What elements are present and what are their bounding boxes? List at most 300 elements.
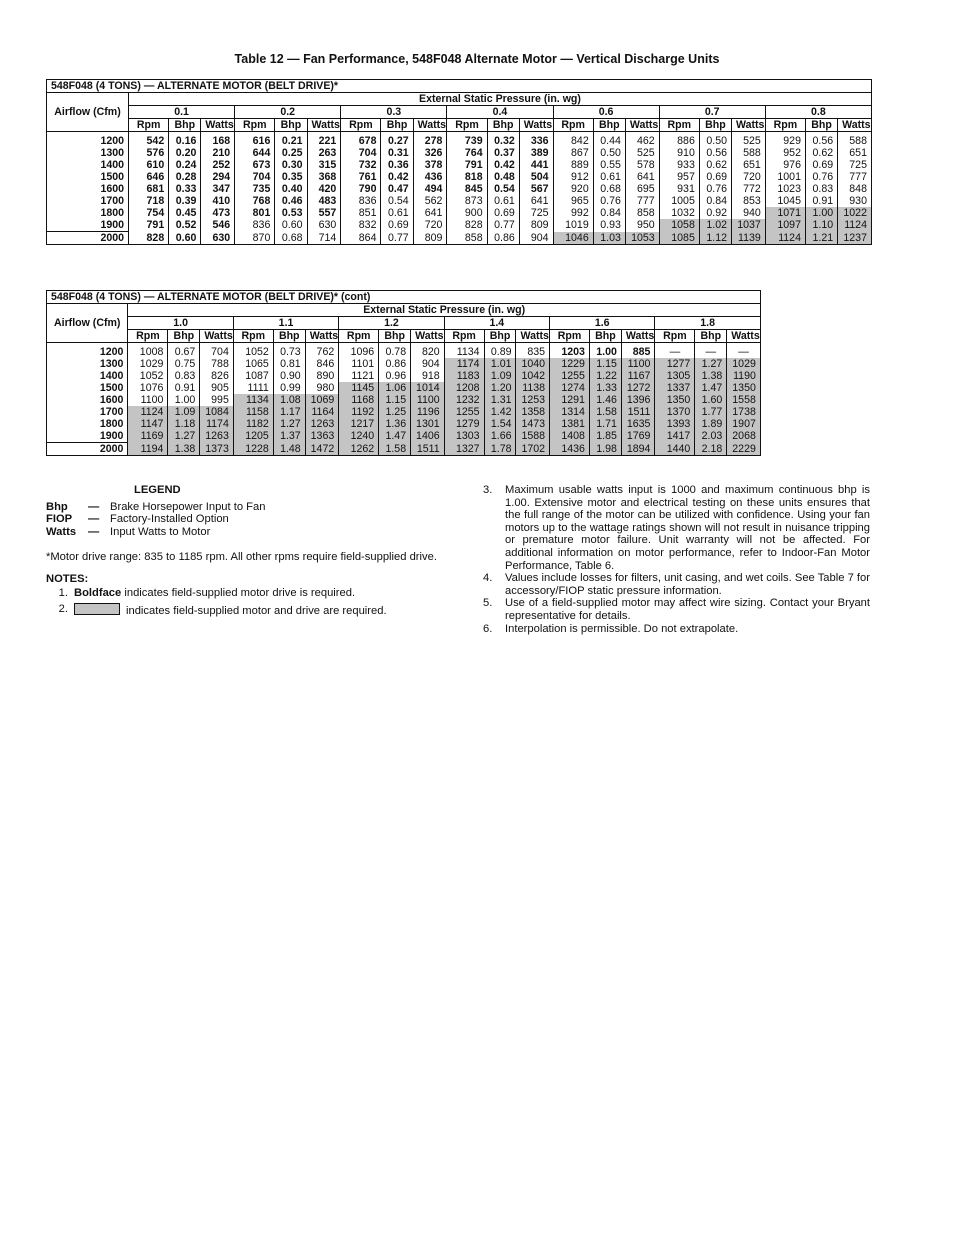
value-cell: 0.25 bbox=[275, 147, 307, 159]
value-cell: 1229 bbox=[550, 358, 590, 370]
value-cell: 278 bbox=[413, 132, 447, 148]
legend-item bbox=[46, 526, 446, 539]
value-cell: 0.77 bbox=[487, 219, 519, 232]
table-row bbox=[47, 358, 761, 370]
value-cell: 1208 bbox=[444, 382, 484, 394]
value-cell: 1.03 bbox=[593, 232, 625, 245]
note-number: 2. bbox=[58, 603, 68, 616]
value-cell: 1.42 bbox=[484, 406, 516, 418]
value-cell: 462 bbox=[625, 132, 659, 148]
value-cell: 1.33 bbox=[589, 382, 621, 394]
column-header: Rpm bbox=[553, 119, 593, 132]
column-header-row bbox=[47, 119, 872, 132]
value-cell: 1134 bbox=[444, 343, 484, 359]
value-cell: 1.18 bbox=[168, 418, 200, 430]
value-cell: 809 bbox=[519, 219, 553, 232]
value-cell: 0.56 bbox=[805, 132, 837, 148]
legend-title: LEGEND bbox=[134, 484, 181, 496]
value-cell: 0.76 bbox=[593, 195, 625, 207]
value-cell: 0.44 bbox=[593, 132, 625, 148]
value-cell: 546 bbox=[201, 219, 235, 232]
value-cell: 1277 bbox=[655, 358, 695, 370]
value-cell: 0.81 bbox=[273, 358, 305, 370]
airflow-cell: 1700 bbox=[47, 406, 128, 418]
table-row bbox=[47, 219, 872, 232]
value-cell: 562 bbox=[413, 195, 447, 207]
value-cell: 1.22 bbox=[589, 370, 621, 382]
value-cell: 1042 bbox=[516, 370, 550, 382]
note-1-text: indicates field-supplied motor drive is required. bbox=[121, 586, 356, 599]
value-cell: 0.61 bbox=[593, 171, 625, 183]
note-number: 6. bbox=[483, 622, 493, 635]
value-cell: 1.27 bbox=[168, 430, 200, 443]
column-header: Bhp bbox=[381, 119, 413, 132]
column-header: Watts bbox=[727, 330, 761, 343]
value-cell: 1023 bbox=[765, 183, 805, 195]
value-cell: 801 bbox=[235, 207, 275, 219]
column-header: Watts bbox=[201, 119, 235, 132]
column-header: Bhp bbox=[169, 119, 201, 132]
notes-title: NOTES: bbox=[46, 572, 89, 585]
value-cell: 1.09 bbox=[168, 406, 200, 418]
note-2-text: indicates field-supplied motor and drive are required. bbox=[126, 605, 387, 618]
value-cell: 378 bbox=[413, 159, 447, 171]
value-cell: 1.01 bbox=[484, 358, 516, 370]
pressure-header: 0.1 bbox=[129, 106, 235, 119]
value-cell: 848 bbox=[838, 183, 872, 195]
value-cell: 221 bbox=[307, 132, 341, 148]
note-number: 5. bbox=[483, 597, 493, 610]
column-header: Watts bbox=[413, 119, 447, 132]
value-cell: 1.00 bbox=[805, 207, 837, 219]
value-cell: 0.46 bbox=[275, 195, 307, 207]
value-cell: 929 bbox=[765, 132, 805, 148]
value-cell: 0.69 bbox=[805, 159, 837, 171]
value-cell: 1053 bbox=[625, 232, 659, 245]
value-cell: 1164 bbox=[305, 406, 339, 418]
value-cell: 1005 bbox=[659, 195, 699, 207]
value-cell: 853 bbox=[732, 195, 766, 207]
airflow-cell: 1300 bbox=[47, 147, 129, 159]
value-cell: 567 bbox=[519, 183, 553, 195]
value-cell: 1.25 bbox=[379, 406, 411, 418]
column-header: Bhp bbox=[379, 330, 411, 343]
value-cell: 641 bbox=[413, 207, 447, 219]
value-cell: 1.27 bbox=[273, 418, 305, 430]
value-cell: 0.93 bbox=[593, 219, 625, 232]
value-cell: 1.15 bbox=[379, 394, 411, 406]
value-cell: 790 bbox=[341, 183, 381, 195]
shading-swatch bbox=[74, 603, 120, 615]
column-header: Rpm bbox=[339, 330, 379, 343]
value-cell: 1139 bbox=[732, 232, 766, 245]
value-cell: 886 bbox=[659, 132, 699, 148]
value-cell: 995 bbox=[200, 394, 234, 406]
pressure-header: 1.0 bbox=[128, 317, 233, 330]
airflow-cell: 1500 bbox=[47, 171, 129, 183]
esp-header-row bbox=[47, 304, 761, 317]
value-cell: 1.12 bbox=[699, 232, 731, 245]
value-cell: 1.54 bbox=[484, 418, 516, 430]
value-cell: 315 bbox=[307, 159, 341, 171]
table-row bbox=[47, 159, 872, 171]
value-cell: 1417 bbox=[655, 430, 695, 443]
value-cell: 0.99 bbox=[273, 382, 305, 394]
value-cell: 1124 bbox=[838, 219, 872, 232]
airflow-cell: 2000 bbox=[47, 232, 129, 245]
note-number: 1. bbox=[58, 586, 68, 599]
value-cell: 900 bbox=[447, 207, 487, 219]
value-cell: 1373 bbox=[200, 443, 234, 456]
value-cell: 1.36 bbox=[379, 418, 411, 430]
value-cell: 1138 bbox=[516, 382, 550, 394]
table-row bbox=[47, 207, 872, 219]
value-cell: 826 bbox=[200, 370, 234, 382]
value-cell: 0.50 bbox=[593, 147, 625, 159]
table-row bbox=[47, 430, 761, 443]
table-row bbox=[47, 171, 872, 183]
value-cell: 842 bbox=[553, 132, 593, 148]
column-header: Rpm bbox=[235, 119, 275, 132]
legend-text: Factory-Installed Option bbox=[110, 513, 229, 526]
value-cell: 1558 bbox=[727, 394, 761, 406]
value-cell: 845 bbox=[447, 183, 487, 195]
value-cell: 0.76 bbox=[699, 183, 731, 195]
value-cell: 1.02 bbox=[699, 219, 731, 232]
value-cell: 1.46 bbox=[589, 394, 621, 406]
value-cell: 965 bbox=[553, 195, 593, 207]
value-cell: 1052 bbox=[233, 343, 273, 359]
value-cell: 0.61 bbox=[487, 195, 519, 207]
value-cell: 0.20 bbox=[169, 147, 201, 159]
value-cell: 1.06 bbox=[379, 382, 411, 394]
column-header-row bbox=[47, 330, 761, 343]
value-cell: 1232 bbox=[444, 394, 484, 406]
value-cell: 1058 bbox=[659, 219, 699, 232]
value-cell: 1040 bbox=[516, 358, 550, 370]
airflow-cell: 1600 bbox=[47, 394, 128, 406]
value-cell: 858 bbox=[447, 232, 487, 245]
value-cell: 870 bbox=[235, 232, 275, 245]
value-cell: 725 bbox=[519, 207, 553, 219]
value-cell: 1192 bbox=[339, 406, 379, 418]
value-cell: 1101 bbox=[339, 358, 379, 370]
legend-text: Input Watts to Motor bbox=[110, 525, 211, 538]
column-header: Rpm bbox=[129, 119, 169, 132]
column-header: Watts bbox=[625, 119, 659, 132]
value-cell: 1174 bbox=[444, 358, 484, 370]
value-cell: 885 bbox=[621, 343, 655, 359]
column-header: Rpm bbox=[341, 119, 381, 132]
value-cell: 836 bbox=[341, 195, 381, 207]
value-cell: 557 bbox=[307, 207, 341, 219]
value-cell: 846 bbox=[305, 358, 339, 370]
value-cell: 0.68 bbox=[275, 232, 307, 245]
value-cell: 2068 bbox=[727, 430, 761, 443]
note-text: Use of a field-supplied motor may affect wire sizing. Contact your Bryant representative for details. bbox=[505, 597, 870, 622]
column-header: Rpm bbox=[233, 330, 273, 343]
value-cell: 646 bbox=[129, 171, 169, 183]
value-cell: 0.83 bbox=[168, 370, 200, 382]
value-cell: 704 bbox=[235, 171, 275, 183]
table-row bbox=[47, 443, 761, 456]
airflow-cell: 1900 bbox=[47, 219, 129, 232]
value-cell: 0.33 bbox=[169, 183, 201, 195]
value-cell: 1096 bbox=[339, 343, 379, 359]
column-header: Rpm bbox=[444, 330, 484, 343]
value-cell: 1124 bbox=[765, 232, 805, 245]
value-cell: 0.86 bbox=[379, 358, 411, 370]
value-cell: 576 bbox=[129, 147, 169, 159]
pressure-header: 0.4 bbox=[447, 106, 553, 119]
esp-header: External Static Pressure (in. wg) bbox=[128, 304, 760, 317]
value-cell: 0.21 bbox=[275, 132, 307, 148]
table-caption: 548F048 (4 TONS) — ALTERNATE MOTOR (BELT DRIVE)* bbox=[47, 80, 872, 93]
value-cell: 0.35 bbox=[275, 171, 307, 183]
note-4 bbox=[483, 572, 870, 597]
value-cell: 641 bbox=[625, 171, 659, 183]
value-cell: 294 bbox=[201, 171, 235, 183]
value-cell: 0.36 bbox=[381, 159, 413, 171]
value-cell: 1.00 bbox=[589, 343, 621, 359]
pressure-header: 0.6 bbox=[553, 106, 659, 119]
table-row bbox=[47, 418, 761, 430]
note-6 bbox=[483, 623, 870, 636]
value-cell: 651 bbox=[838, 147, 872, 159]
value-cell: 1.38 bbox=[695, 370, 727, 382]
value-cell: 940 bbox=[732, 207, 766, 219]
value-cell: — bbox=[695, 343, 727, 359]
airflow-cell: 1800 bbox=[47, 418, 128, 430]
value-cell: 732 bbox=[341, 159, 381, 171]
value-cell: 0.30 bbox=[275, 159, 307, 171]
value-cell: 525 bbox=[732, 132, 766, 148]
value-cell: 1381 bbox=[550, 418, 590, 430]
value-cell: 1253 bbox=[516, 394, 550, 406]
table-caption-row bbox=[47, 80, 872, 93]
value-cell: 818 bbox=[447, 171, 487, 183]
value-cell: 1.60 bbox=[695, 394, 727, 406]
pressure-header: 1.4 bbox=[444, 317, 549, 330]
pressure-header: 1.8 bbox=[655, 317, 760, 330]
value-cell: 867 bbox=[553, 147, 593, 159]
column-header: Bhp bbox=[487, 119, 519, 132]
value-cell: 1350 bbox=[655, 394, 695, 406]
value-cell: 1097 bbox=[765, 219, 805, 232]
value-cell: 1.98 bbox=[589, 443, 621, 456]
value-cell: 1182 bbox=[233, 418, 273, 430]
value-cell: 1303 bbox=[444, 430, 484, 443]
value-cell: 389 bbox=[519, 147, 553, 159]
value-cell: 0.91 bbox=[168, 382, 200, 394]
value-cell: 910 bbox=[659, 147, 699, 159]
note-3 bbox=[483, 484, 870, 572]
value-cell: 1087 bbox=[233, 370, 273, 382]
value-cell: 0.16 bbox=[169, 132, 201, 148]
value-cell: 1.37 bbox=[273, 430, 305, 443]
value-cell: 1168 bbox=[339, 394, 379, 406]
value-cell: 835 bbox=[516, 343, 550, 359]
value-cell: 735 bbox=[235, 183, 275, 195]
value-cell: 0.96 bbox=[379, 370, 411, 382]
value-cell: 791 bbox=[129, 219, 169, 232]
column-header: Bhp bbox=[275, 119, 307, 132]
value-cell: 920 bbox=[553, 183, 593, 195]
value-cell: 952 bbox=[765, 147, 805, 159]
value-cell: 976 bbox=[765, 159, 805, 171]
column-header: Watts bbox=[732, 119, 766, 132]
value-cell: 851 bbox=[341, 207, 381, 219]
value-cell: 1145 bbox=[339, 382, 379, 394]
pressure-header: 1.6 bbox=[550, 317, 655, 330]
value-cell: 1029 bbox=[128, 358, 168, 370]
table-row bbox=[47, 406, 761, 418]
value-cell: 889 bbox=[553, 159, 593, 171]
column-header: Rpm bbox=[765, 119, 805, 132]
value-cell: 1702 bbox=[516, 443, 550, 456]
value-cell: 1037 bbox=[732, 219, 766, 232]
value-cell: 1406 bbox=[411, 430, 445, 443]
value-cell: 1071 bbox=[765, 207, 805, 219]
value-cell: 326 bbox=[413, 147, 447, 159]
legend-abbr: Watts bbox=[46, 525, 77, 538]
value-cell: 720 bbox=[413, 219, 447, 232]
value-cell: 681 bbox=[129, 183, 169, 195]
value-cell: 1029 bbox=[727, 358, 761, 370]
pressure-header-row bbox=[47, 317, 761, 330]
value-cell: 1.78 bbox=[484, 443, 516, 456]
value-cell: 1350 bbox=[727, 382, 761, 394]
value-cell: 494 bbox=[413, 183, 447, 195]
value-cell: 1121 bbox=[339, 370, 379, 382]
value-cell: 1111 bbox=[233, 382, 273, 394]
pressure-header: 0.2 bbox=[235, 106, 341, 119]
value-cell: 0.60 bbox=[169, 232, 201, 245]
value-cell: 772 bbox=[732, 183, 766, 195]
value-cell: 1291 bbox=[550, 394, 590, 406]
value-cell: 644 bbox=[235, 147, 275, 159]
legend-abbr: FIOP bbox=[46, 513, 73, 526]
value-cell: 912 bbox=[553, 171, 593, 183]
value-cell: — bbox=[655, 343, 695, 359]
value-cell: 1190 bbox=[727, 370, 761, 382]
value-cell: 1085 bbox=[659, 232, 699, 245]
value-cell: 0.78 bbox=[379, 343, 411, 359]
value-cell: 1.48 bbox=[273, 443, 305, 456]
value-cell: 0.90 bbox=[273, 370, 305, 382]
value-cell: 1217 bbox=[339, 418, 379, 430]
value-cell: 1032 bbox=[659, 207, 699, 219]
value-cell: 1084 bbox=[200, 406, 234, 418]
value-cell: 1.31 bbox=[484, 394, 516, 406]
table-row bbox=[47, 232, 872, 245]
value-cell: 1305 bbox=[655, 370, 695, 382]
value-cell: 336 bbox=[519, 132, 553, 148]
value-cell: 1263 bbox=[200, 430, 234, 443]
value-cell: 1203 bbox=[550, 343, 590, 359]
table-caption: 548F048 (4 TONS) — ALTERNATE MOTOR (BELT DRIVE)* (cont) bbox=[47, 291, 761, 304]
airflow-header: Airflow (Cfm) bbox=[47, 304, 128, 343]
pressure-header: 1.2 bbox=[339, 317, 444, 330]
column-header: Watts bbox=[519, 119, 553, 132]
column-header: Rpm bbox=[550, 330, 590, 343]
note-number: 3. bbox=[483, 484, 493, 496]
value-cell: 905 bbox=[200, 382, 234, 394]
value-cell: 1134 bbox=[233, 394, 273, 406]
value-cell: 0.83 bbox=[805, 183, 837, 195]
value-cell: 0.24 bbox=[169, 159, 201, 171]
value-cell: 1019 bbox=[553, 219, 593, 232]
value-cell: 836 bbox=[235, 219, 275, 232]
airflow-cell: 1400 bbox=[47, 370, 128, 382]
value-cell: 1069 bbox=[305, 394, 339, 406]
note-5 bbox=[483, 597, 870, 622]
note-2 bbox=[46, 603, 446, 618]
value-cell: 1396 bbox=[621, 394, 655, 406]
value-cell: 525 bbox=[625, 147, 659, 159]
value-cell: 1.20 bbox=[484, 382, 516, 394]
table-row bbox=[47, 382, 761, 394]
column-header: Rpm bbox=[447, 119, 487, 132]
value-cell: 950 bbox=[625, 219, 659, 232]
note-text: Maximum usable watts input is 1000 and maximum continuous bhp is 1.00. Extensive motor and electrical testing on these units ensures that the full range of the motor can be utilized with confidence. Using your fan motors up to the wattage ratings shown will not result in nuisance tripping or premature motor failure. Unit warranty will not be affected. For additional information on motor performance, refer to Indoor-Fan Motor Performance, Table 6. bbox=[505, 484, 870, 572]
value-cell: 1237 bbox=[838, 232, 872, 245]
value-cell: 0.67 bbox=[168, 343, 200, 359]
value-cell: 695 bbox=[625, 183, 659, 195]
value-cell: 1169 bbox=[128, 430, 168, 443]
value-cell: 1228 bbox=[233, 443, 273, 456]
value-cell: 1393 bbox=[655, 418, 695, 430]
value-cell: 1511 bbox=[621, 406, 655, 418]
value-cell: 1279 bbox=[444, 418, 484, 430]
motor-drive-footnote: *Motor drive range: 835 to 1185 rpm. All other rpms require field-supplied drive. bbox=[46, 551, 437, 564]
airflow-cell: 1200 bbox=[47, 132, 129, 148]
additional-notes bbox=[483, 484, 870, 635]
value-cell: 0.52 bbox=[169, 219, 201, 232]
value-cell: 828 bbox=[447, 219, 487, 232]
value-cell: 1076 bbox=[128, 382, 168, 394]
value-cell: 820 bbox=[411, 343, 445, 359]
value-cell: 1436 bbox=[550, 443, 590, 456]
value-cell: 1.21 bbox=[805, 232, 837, 245]
value-cell: 1.38 bbox=[168, 443, 200, 456]
column-header: Watts bbox=[411, 330, 445, 343]
value-cell: 441 bbox=[519, 159, 553, 171]
value-cell: 0.69 bbox=[487, 207, 519, 219]
esp-header-row bbox=[47, 93, 872, 106]
value-cell: 0.28 bbox=[169, 171, 201, 183]
legend-and-notes bbox=[46, 484, 446, 618]
value-cell: 1167 bbox=[621, 370, 655, 382]
value-cell: 720 bbox=[732, 171, 766, 183]
airflow-cell: 1700 bbox=[47, 195, 129, 207]
value-cell: 957 bbox=[659, 171, 699, 183]
column-header: Watts bbox=[621, 330, 655, 343]
value-cell: 588 bbox=[838, 132, 872, 148]
value-cell: 1635 bbox=[621, 418, 655, 430]
value-cell: 0.69 bbox=[381, 219, 413, 232]
value-cell: 933 bbox=[659, 159, 699, 171]
value-cell: 0.73 bbox=[273, 343, 305, 359]
legend-dash: — bbox=[88, 513, 100, 526]
value-cell: 1473 bbox=[516, 418, 550, 430]
value-cell: 1014 bbox=[411, 382, 445, 394]
value-cell: 473 bbox=[201, 207, 235, 219]
column-header: Rpm bbox=[659, 119, 699, 132]
value-cell: 504 bbox=[519, 171, 553, 183]
value-cell: 0.55 bbox=[593, 159, 625, 171]
legend-item bbox=[46, 513, 446, 526]
